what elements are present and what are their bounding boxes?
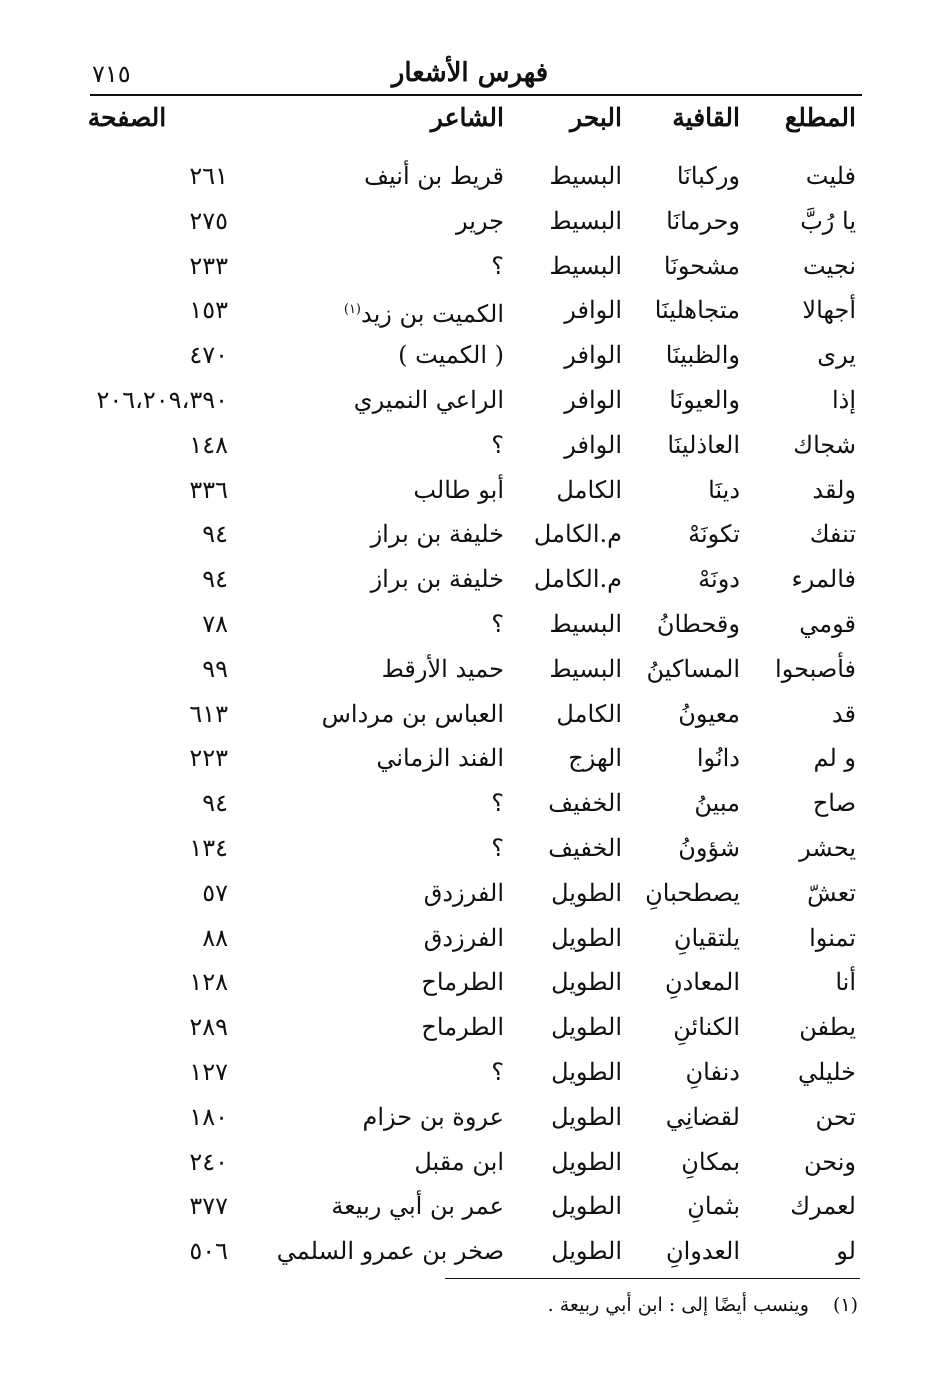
cell-meter: البسيط [549, 610, 622, 638]
cell-page: ٦١٣ [189, 699, 228, 728]
cell-poet: ابن مقبل [414, 1147, 504, 1176]
column-header-poet: الشاعر [430, 103, 504, 132]
cell-rhyme: المعادنِ [664, 968, 740, 997]
cell-poet: عروة بن حزام [362, 1102, 504, 1131]
cell-meter: البسيط [549, 251, 622, 280]
cell-rhyme: والظبينَا [665, 341, 740, 370]
cell-page: ١٨٠ [189, 1102, 228, 1131]
running-title: فهرس الأشعار [391, 58, 549, 88]
table-row [0, 154, 940, 198]
cell-meter: م.الكامل [533, 565, 622, 594]
cell-meter: البسيط [549, 162, 622, 190]
cell-poet: خليفة بن براز [370, 520, 504, 549]
cell-poet: ( الكميت ) [398, 341, 504, 370]
cell-page: ٨٨ [202, 923, 228, 952]
cell-rhyme: دانُوا [696, 744, 740, 773]
table-row [0, 692, 940, 736]
cell-poet: جرير [456, 206, 504, 235]
cell-meter: الطويل [551, 1192, 622, 1221]
cell-opening: تحن [815, 1102, 856, 1131]
table-row [0, 333, 940, 377]
cell-meter: الوافر [564, 430, 622, 459]
cell-meter: الطويل [551, 1013, 622, 1042]
footnote-mark: (١) [832, 1294, 858, 1316]
cell-poet: حميد الأرقط [381, 654, 504, 683]
cell-meter: البسيط [549, 654, 622, 683]
cell-poet: الفرزدق [423, 923, 504, 952]
cell-meter: الوافر [564, 341, 622, 370]
table-header-row [0, 96, 940, 140]
cell-page: ١٣٤ [189, 834, 228, 862]
cell-opening: أنا [835, 968, 856, 997]
cell-poet: ؟ [491, 610, 504, 638]
cell-page: ٩٩ [202, 654, 228, 683]
cell-opening: ونحن [803, 1147, 856, 1176]
cell-rhyme: مشحونَا [663, 251, 740, 280]
cell-meter: الكامل [556, 699, 622, 728]
cell-opening: أجهالا [802, 296, 856, 325]
cell-poet: ؟ [491, 430, 504, 459]
cell-page: ٥٧ [202, 878, 228, 907]
cell-page: ٢٣٣ [189, 251, 228, 280]
footnote-rule [445, 1278, 860, 1279]
cell-meter: الطويل [551, 923, 622, 952]
cell-opening: يحشر [799, 834, 856, 862]
cell-poet: ؟ [491, 251, 504, 280]
cell-rhyme: وحرمانَا [666, 206, 740, 235]
cell-page: ١٢٧ [189, 1058, 228, 1086]
column-header-opening: المطلع [784, 103, 856, 132]
table-row [0, 199, 940, 243]
cell-poet: العباس بن مرداس [321, 699, 504, 728]
cell-rhyme: المساكينُ [646, 654, 740, 683]
cell-opening: و لم [813, 744, 856, 773]
cell-page: ١٥٣ [189, 296, 228, 325]
cell-meter: الخفيف [548, 834, 622, 862]
column-header-page: الصفحة [87, 103, 167, 132]
footnote [548, 1290, 858, 1320]
cell-opening: شجاك [793, 430, 856, 459]
cell-meter: الخفيف [548, 789, 622, 818]
cell-rhyme: دونَهْ [698, 565, 740, 594]
cell-page: ٩٤ [202, 789, 228, 818]
cell-poet: خليفة بن براز [370, 565, 504, 594]
cell-rhyme: دينَا [708, 475, 740, 504]
table-row [0, 512, 940, 556]
cell-opening: فالمرء [791, 565, 856, 594]
cell-meter: الهزج [568, 744, 622, 773]
cell-rhyme: مبينُ [694, 789, 740, 818]
cell-page: ٢٠٦،٢٠٩،٣٩٠ [96, 386, 228, 414]
table-row [0, 871, 940, 915]
cell-rhyme: معيونُ [678, 699, 740, 728]
table-row [0, 1005, 940, 1049]
table-row [0, 244, 940, 288]
cell-rhyme: وركبانَا [676, 162, 740, 190]
cell-poet: الطرماح [421, 968, 504, 997]
cell-poet: الكميت بن زيد$^{(١)}$ [343, 300, 504, 329]
cell-meter: الطويل [551, 878, 622, 907]
cell-rhyme: وقحطانُ [656, 610, 740, 638]
cell-opening: فأصبحوا [775, 654, 856, 683]
cell-opening: يطفن [799, 1013, 856, 1042]
cell-opening: فليت [805, 162, 856, 190]
cell-page: ٤٧٠ [189, 341, 228, 370]
table-row [0, 557, 940, 601]
cell-meter: الطويل [551, 1237, 622, 1266]
cell-poet: ؟ [491, 834, 504, 862]
cell-page: ٧٨ [202, 610, 228, 638]
table-row [0, 781, 940, 825]
cell-poet: الفند الزماني [376, 744, 504, 773]
cell-meter: الطويل [551, 1102, 622, 1131]
table-row [0, 288, 940, 332]
table-row [0, 378, 940, 422]
cell-rhyme: دنفانِ [685, 1058, 740, 1086]
cell-opening: قد [831, 699, 856, 728]
cell-rhyme: الكنائنِ [673, 1013, 740, 1042]
page-number: ٧١٥ [92, 60, 131, 88]
cell-poet: قريط بن أنيف [364, 162, 504, 190]
cell-meter: الوافر [564, 386, 622, 414]
cell-page: ٢٦١ [189, 162, 228, 190]
cell-page: ٣٣٦ [189, 475, 228, 504]
cell-meter: الوافر [564, 296, 622, 325]
cell-opening: تمنوا [809, 923, 856, 952]
cell-poet: صخر بن عمرو السلمي [276, 1237, 504, 1266]
table-row [0, 647, 940, 691]
cell-opening: لو [836, 1237, 856, 1266]
cell-opening: يرى [817, 341, 856, 370]
cell-opening: لعمرك [790, 1192, 856, 1221]
cell-page: ٩٤ [202, 565, 228, 594]
cell-opening: قومي [799, 610, 856, 638]
table-row [0, 916, 940, 960]
cell-rhyme: بثمانِ [687, 1192, 740, 1221]
cell-page: ٢٢٣ [189, 744, 228, 773]
table-row [0, 960, 940, 1004]
cell-page: ٢٧٥ [189, 206, 228, 235]
cell-page: ٩٤ [202, 520, 228, 549]
cell-meter: الطويل [551, 968, 622, 997]
cell-rhyme: متجاهلينَا [654, 296, 740, 325]
cell-poet: الطرماح [421, 1013, 504, 1042]
cell-rhyme: لقضانِي [665, 1102, 740, 1131]
footnote-reference: (١) [343, 302, 361, 318]
cell-rhyme: العدوانِ [665, 1237, 740, 1266]
column-header-rhyme: القافية [672, 103, 740, 132]
cell-page: ٣٧٧ [189, 1192, 228, 1221]
table-row [0, 826, 940, 870]
cell-opening: يا رُبَّ [800, 206, 856, 235]
cell-rhyme: شؤونُ [678, 834, 740, 862]
cell-opening: نجيت [803, 251, 856, 280]
cell-poet: عمر بن أبي ربيعة [331, 1192, 504, 1221]
cell-rhyme: يلتقيانِ [673, 923, 740, 952]
cell-poet: الراعي النميري [353, 386, 504, 414]
cell-page: ٢٤٠ [189, 1147, 228, 1176]
cell-poet: الفرزدق [423, 878, 504, 907]
cell-meter: البسيط [549, 206, 622, 235]
cell-poet: ؟ [491, 1058, 504, 1086]
cell-opening: صاح [812, 789, 856, 818]
cell-opening: تنفك [809, 520, 856, 549]
cell-rhyme: يصطحبانِ [645, 878, 740, 907]
cell-opening: ولقد [812, 475, 856, 504]
cell-opening: إذا [831, 386, 856, 414]
table-row [0, 1140, 940, 1184]
table-row [0, 602, 940, 646]
table-row [0, 423, 940, 467]
table-row [0, 736, 940, 780]
cell-page: ٢٨٩ [189, 1013, 228, 1042]
table-row [0, 1095, 940, 1139]
table-row [0, 1229, 940, 1273]
table-row [0, 1050, 940, 1094]
table-row [0, 468, 940, 512]
footnote-text: وينسب أيضًا إلى : ابن أبي ربيعة . [547, 1294, 809, 1316]
cell-meter: م.الكامل [533, 520, 622, 549]
cell-meter: الطويل [551, 1058, 622, 1086]
cell-rhyme: تكونَهْ [688, 520, 740, 549]
cell-page: ١٢٨ [189, 968, 228, 997]
cell-opening: خليلي [798, 1058, 856, 1086]
cell-page: ١٤٨ [189, 430, 228, 459]
cell-page: ٥٠٦ [189, 1237, 228, 1266]
cell-rhyme: والعيونَا [669, 386, 740, 414]
cell-meter: الكامل [556, 475, 622, 504]
cell-poet: أبو طالب [413, 475, 504, 504]
table-row [0, 1184, 940, 1228]
column-header-meter: البحر [569, 103, 622, 132]
cell-opening: تعشّ [807, 878, 856, 907]
cell-rhyme: العاذلينَا [667, 430, 740, 459]
cell-meter: الطويل [551, 1147, 622, 1176]
cell-poet: ؟ [491, 789, 504, 818]
cell-rhyme: بمكانِ [681, 1147, 740, 1176]
